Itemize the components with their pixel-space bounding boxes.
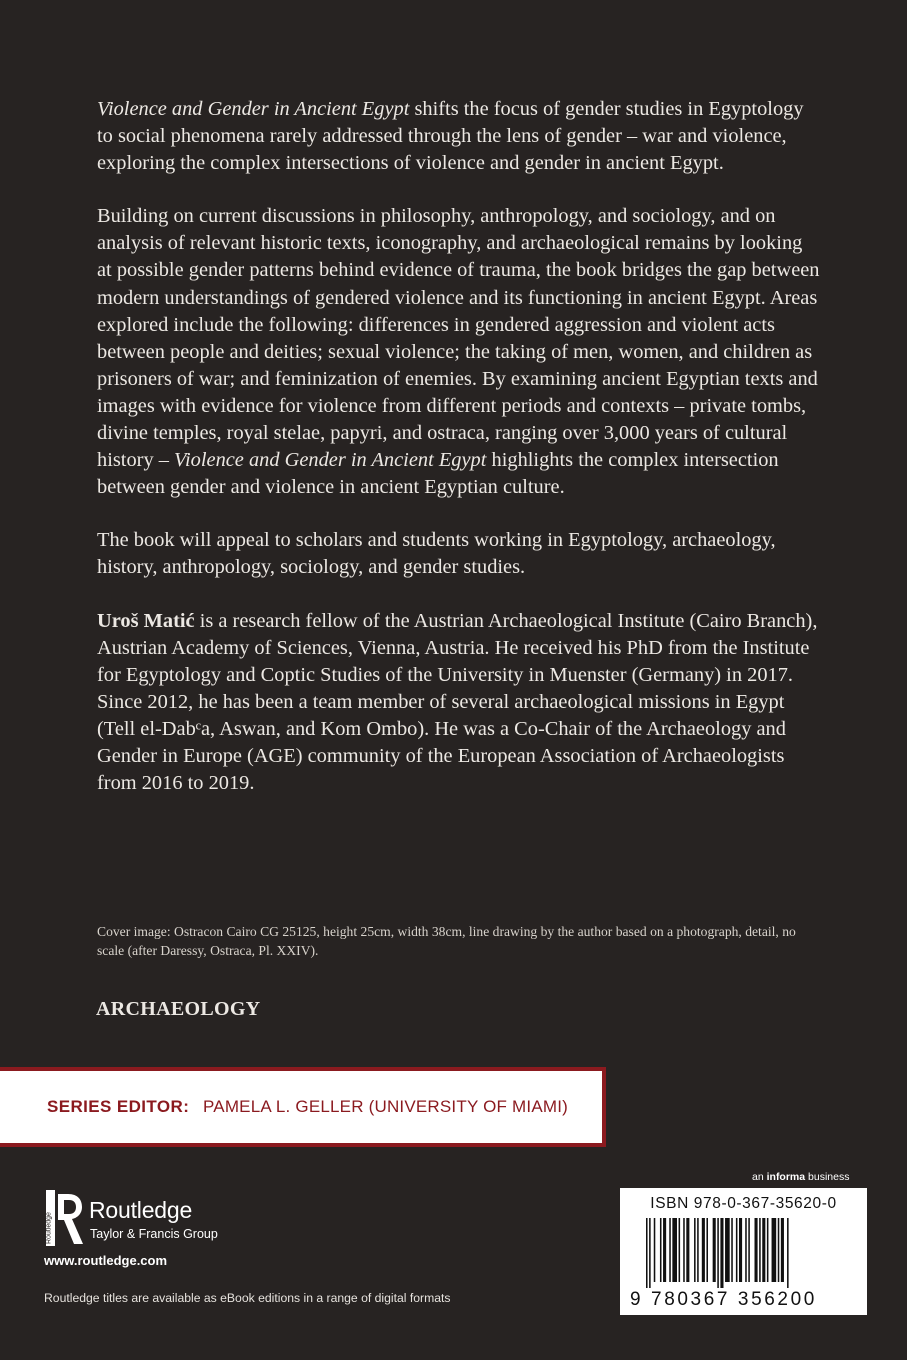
cover-image-credit: Cover image: Ostracon Cairo CG 25125, height 25cm, width 38cm, line drawing by the author based on a photograph, detail, no scale (after Daressy, Ostraca, Pl. XXIV). <box>97 924 796 958</box>
blurb-text: Building on current discussions in philosophy, anthropology, and sociology, and on analysis of relevant historic texts, iconography, and archaeological remains by looking at possible gender patterns behind evidence of trauma, the book bridges the gap between modern understandings of gendered violence and its functioning in ancient Egypt. Areas explored include the following: differences in gendered aggression and violent acts between people and deities; sexual violence; the taking of men, women, and children as prisoners of war; and feminization of enemies. By examining ancient Egyptian texts and images with evidence for violence from different periods and contexts – private tombs, divine temples, royal stelae, papyri, and ostraca, ranging over 3,000 years of cultural history – <box>97 205 820 472</box>
informa-suffix: business <box>805 1171 850 1183</box>
blurb-text: highlights the complex intersection between gender and violence in ancient Egyptian culture. <box>97 449 779 499</box>
barcode-bar <box>755 1218 758 1282</box>
informa-prefix: an <box>752 1171 767 1183</box>
barcode-bar <box>663 1218 666 1282</box>
book-title-italic: Violence and Gender in Ancient Egypt <box>97 98 410 120</box>
barcode-box <box>620 1188 867 1315</box>
barcode-bar <box>669 1218 671 1282</box>
barcode-bar <box>767 1218 769 1282</box>
series-editor-label: SERIES EDITOR: <box>47 1097 190 1116</box>
author-name: Uroš Matić <box>97 609 195 632</box>
barcode-bar <box>672 1218 677 1282</box>
barcode-bar <box>772 1218 777 1282</box>
barcode-bar <box>778 1218 780 1282</box>
informa-brand: informa <box>766 1171 806 1183</box>
blurb-text: shifts the focus of gender studies in Egyptology to social phenomena rarely addressed through the lens of gender – war and violence, exploring the complex intersections of violence and gender in ancient Egypt. <box>97 98 804 175</box>
publisher-group: Taylor & Francis Group <box>90 1227 218 1241</box>
barcode-bar <box>745 1218 747 1282</box>
routledge-r-icon <box>44 1190 84 1246</box>
blurb-paragraph-3: The book will appeal to scholars and students working in Egyptology, archaeology, history, anthropology, sociology, and gender studies. <box>97 529 776 579</box>
ebook-note: Routledge titles are available as eBook editions in a range of digital formats <box>44 1291 451 1305</box>
barcode-bar <box>717 1218 719 1288</box>
barcode-bar <box>654 1218 656 1282</box>
barcode-bar <box>706 1218 708 1282</box>
barcode-bar <box>739 1218 742 1282</box>
informa-tagline <box>752 1171 849 1183</box>
book-title-italic: Violence and Gender in Ancient Egypt <box>174 449 487 472</box>
routledge-logo <box>44 1190 244 1250</box>
isbn-text: ISBN 978-0-367-35620-0 <box>650 1195 837 1212</box>
author-bio-text: is a research fellow of the Austrian Archaeological Institute (Cairo Branch), Austrian Academy of Sciences, Vienna, Austria. He received his PhD from the Institute for Egyptology and Coptic Studies of the University in Muenster (Germany) in 2017. Since 2012, he has been a team member of several archaeological missions in Egypt (Tell el-Dabᶜa, Aswan, and Kom Ombo). He was a Co-Chair of the Archaeology and Gender in Europe (AGE) community of the European Association of Archaeologists from 2016 to 2019. <box>97 609 818 795</box>
barcode-digits: 9 780367 356200 <box>630 1289 817 1310</box>
series-editor-name: PAMELA L. GELLER (UNIVERSITY OF MIAMI) <box>203 1097 568 1116</box>
barcode-bar <box>759 1218 761 1282</box>
back-cover-blurb <box>97 96 822 823</box>
blurb-paragraph-2 <box>97 203 822 501</box>
barcode-bar <box>683 1218 685 1282</box>
barcode-bar <box>646 1218 648 1288</box>
svg-text:Routledge: Routledge <box>45 1212 53 1244</box>
barcode-bar <box>736 1218 738 1282</box>
barcode-bar <box>686 1218 689 1282</box>
publisher-name: Routledge <box>89 1197 193 1223</box>
barcode-bar <box>781 1218 784 1282</box>
barcode-bar <box>787 1218 789 1288</box>
barcode-bar <box>748 1218 750 1282</box>
series-editor-box <box>0 1071 602 1143</box>
barcode-bar <box>720 1218 723 1288</box>
subject-category: ARCHAEOLOGY <box>96 998 261 1020</box>
barcode-bar <box>762 1218 765 1282</box>
publisher-url[interactable]: www.routledge.com <box>44 1253 168 1268</box>
author-bio <box>97 608 822 798</box>
barcode-bar <box>731 1218 733 1282</box>
barcode-bars <box>644 1218 844 1288</box>
blurb-paragraph-1 <box>97 96 822 177</box>
barcode-bar <box>679 1218 681 1282</box>
barcode-bar <box>702 1218 705 1282</box>
barcode-bar <box>725 1218 730 1282</box>
barcode-bar <box>697 1218 699 1282</box>
barcode-bar <box>649 1218 651 1288</box>
barcode-bar <box>660 1218 662 1282</box>
barcode-bar <box>694 1218 696 1282</box>
barcode-bar <box>713 1218 716 1282</box>
